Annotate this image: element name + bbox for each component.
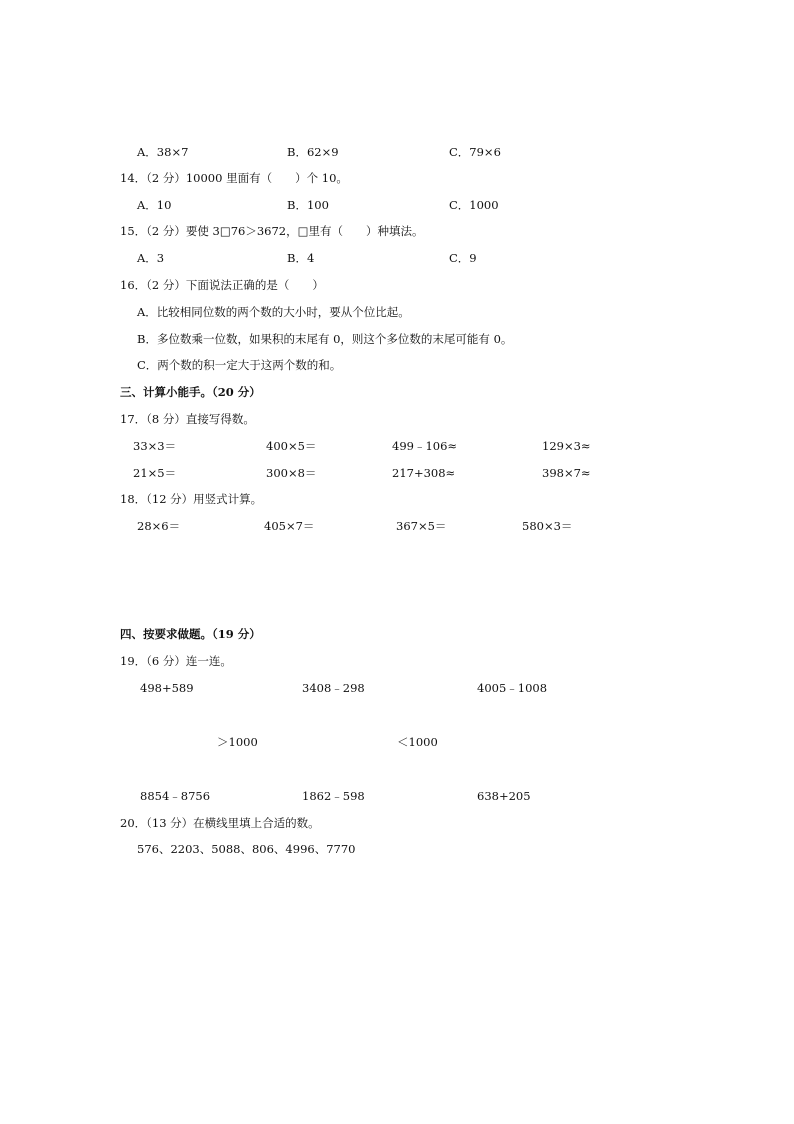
q19-top-expression[interactable]: 498+589 [140, 681, 194, 695]
q19-comparison-target[interactable]: ＜1000 [397, 735, 438, 749]
q18-item: 28×6＝ [137, 519, 181, 533]
q19-stem: 19．（6 分）连一连。 [120, 654, 232, 668]
q16-option-a: A．比较相同位数的两个数的大小时，要从个位比起。 [137, 305, 410, 319]
q17-item: 400×5＝ [266, 439, 317, 453]
section-4-title: 四、按要求做题。（19 分） [120, 627, 261, 641]
q19-bottom-expression[interactable]: 1862﹣598 [302, 789, 365, 803]
q20-stem: 20．（13 分）在横线里填上合适的数。 [120, 816, 320, 830]
q17-item: 217+308≈ [392, 466, 456, 480]
q17-item: 499﹣106≈ [392, 439, 458, 453]
q15-option-b: B．4 [287, 251, 315, 265]
q19-bottom-expression[interactable]: 8854﹣8756 [140, 789, 211, 803]
q14-option-b: B．100 [287, 198, 329, 212]
q17-item: 300×8＝ [266, 466, 317, 480]
q19-bottom-expression[interactable]: 638+205 [477, 789, 531, 803]
q17-stem: 17．（8 分）直接写得数。 [120, 412, 255, 426]
q13-option-b: B．62×9 [287, 145, 339, 159]
section-3-title: 三、计算小能手。（20 分） [120, 385, 261, 399]
q19-top-expression[interactable]: 3408﹣298 [302, 681, 365, 695]
q18-item: 405×7＝ [264, 519, 315, 533]
q17-item: 398×7≈ [542, 466, 591, 480]
q14-stem: 14．（2 分）10000 里面有（ ）个 10。 [120, 171, 348, 185]
q17-item: 129×3≈ [542, 439, 591, 453]
q17-item: 33×3＝ [133, 439, 177, 453]
q17-item: 21×5＝ [133, 466, 177, 480]
q18-stem: 18．（12 分）用竖式计算。 [120, 492, 263, 506]
q16-option-c: C．两个数的积一定大于这两个数的和。 [137, 358, 342, 372]
q14-option-c: C．1000 [449, 198, 499, 212]
q18-item: 580×3＝ [522, 519, 573, 533]
q14-option-a: A．10 [137, 198, 172, 212]
q19-comparison-target[interactable]: ＞1000 [217, 735, 258, 749]
q15-option-a: A．3 [137, 251, 165, 265]
q15-stem: 15．（2 分）要使 3□76＞3672，□里有（ ）种填法。 [120, 224, 424, 238]
q16-option-b: B．多位数乘一位数，如果积的末尾有 0，则这个多位数的末尾可能有 0。 [137, 332, 513, 346]
q18-item: 367×5＝ [396, 519, 447, 533]
q16-stem: 16．（2 分）下面说法正确的是（ ） [120, 278, 324, 292]
q20-number-list: 576、2203、5088、806、4996、7770 [137, 842, 356, 856]
q13-option-a: A．38×7 [137, 145, 189, 159]
q13-option-c: C．79×6 [449, 145, 501, 159]
q19-top-expression[interactable]: 4005﹣1008 [477, 681, 548, 695]
q15-option-c: C．9 [449, 251, 477, 265]
